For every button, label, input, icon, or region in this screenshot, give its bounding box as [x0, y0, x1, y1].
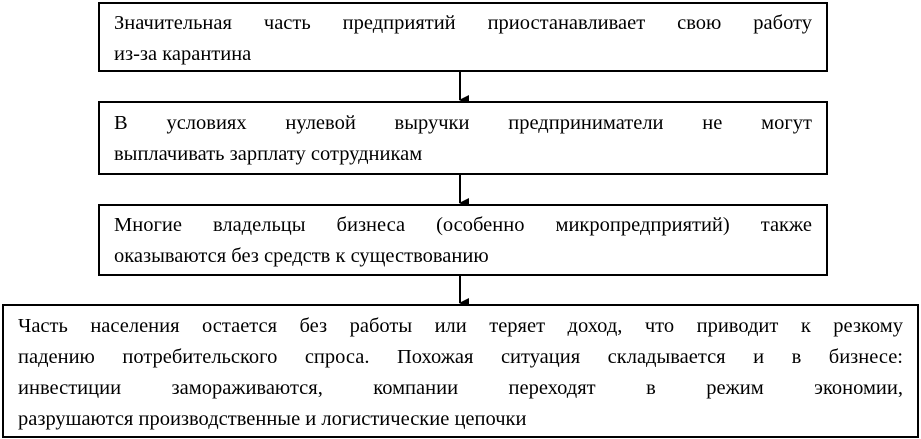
step-3-line-2: оказываются без средств к существованию — [114, 245, 489, 267]
step-4-line-3: инвестиции замораживаются, компании переходят в режим экономии, — [18, 377, 903, 399]
step-1-line-1: Значительная часть предприятий приостанавливает свою работу — [114, 12, 812, 34]
step-1-box — [98, 2, 828, 72]
step-2-line-1: В условиях нулевой выручки предприниматели не могут — [114, 112, 812, 134]
step-3-box — [98, 204, 828, 276]
step-1-line-2: из-за карантина — [114, 43, 252, 65]
step-4-line-2: падению потребительского спроса. Похожая ситуация складывается и в бизнесе: — [18, 346, 903, 368]
step-3-line-1: Многие владельцы бизнеса (особенно микропредприятий) также — [114, 214, 812, 236]
step-4-box — [2, 304, 919, 438]
step-2-line-2: выплачивать зарплату сотрудникам — [114, 143, 423, 165]
step-2-box — [98, 101, 828, 175]
step-4-line-1: Часть населения остается без работы или теряет доход, что приводит к резкому — [18, 315, 903, 337]
step-4-line-4: разрушаются производственные и логистические цепочки — [18, 408, 527, 430]
